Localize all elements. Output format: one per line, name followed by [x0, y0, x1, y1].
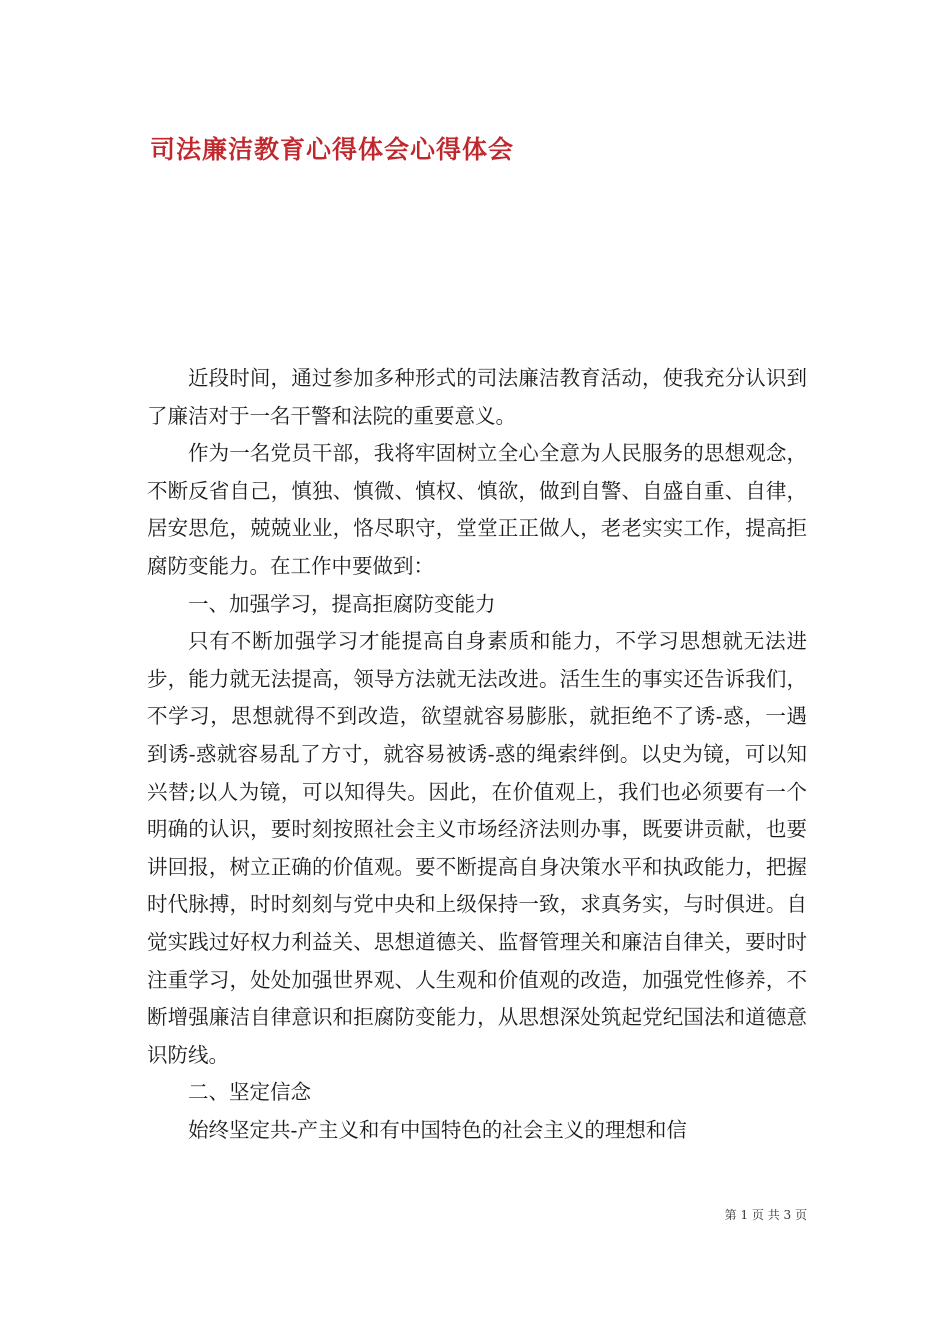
paragraph: 作为一名党员干部，我将牢固树立全心全意为人民服务的思想观念，不断反省自己，慎独、慎微、慎权、慎欲，做到自警、自盛自重、自律，居安思危，兢兢业业，恪尽职守，堂堂正正做人，老老实实工作，提高拒腐防变能力。在工作中要做到： — [147, 441, 807, 578]
paragraph: 始终坚定共-产主义和有中国特色的社会主义的理想和信 — [188, 1117, 687, 1142]
document-body — [147, 360, 807, 1149]
section-heading: 一、加强学习，提高拒腐防变能力 — [188, 591, 496, 616]
paragraph: 只有不断加强学习才能提高自身素质和能力，不学习思想就无法进步，能力就无法提高，领导方法就无法改进。活生生的事实还告诉我们，不学习，思想就得不到改造，欲望就容易膨胀，就拒绝不了诱-惑，一遇到诱-惑就容易乱了方寸，就容易被诱-惑的绳索绊倒。以史为镜，可以知兴替;以人为镜，可以知得失。因此，在价值观上，我们也必须要有一个明确的认识，要时刻按照社会主义市场经济法则办事，既要讲贡献，也要讲回报，树立正确的价值观。要不断提高自身决策水平和执政能力，把握时代脉搏，时时刻刻与党中央和上级保持一致，求真务实，与时俱进。自觉实践过好权力利益关、思想道德关、监督管理关和廉洁自律关，要时时注重学习，处处加强世界观、人生观和价值观的改造，加强党性修养，不断增强廉洁自律意识和拒腐防变能力，从思想深处筑起党纪国法和道德意识防线。 — [147, 629, 807, 1067]
paragraph: 近段时间，通过参加多种形式的司法廉洁教育活动，使我充分认识到了廉洁对于一名干警和法院的重要意义。 — [147, 366, 807, 428]
document-title: 司法廉洁教育心得体会心得体会 — [150, 135, 515, 164]
page-number-footer: 第 1 页 共 3 页 — [724, 1208, 807, 1222]
section-heading: 二、坚定信念 — [188, 1080, 311, 1105]
